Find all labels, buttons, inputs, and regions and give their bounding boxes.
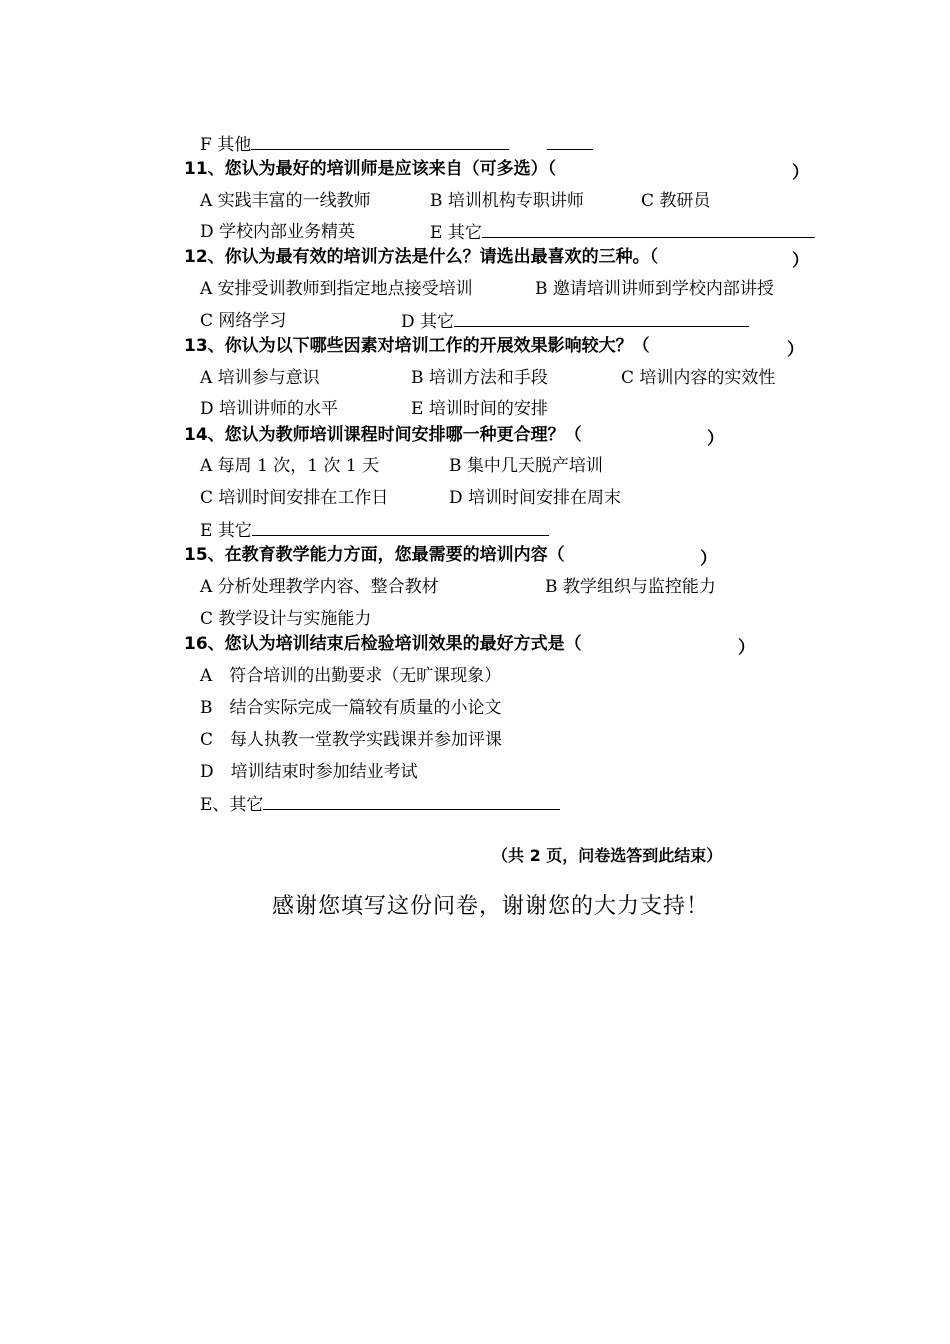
- option-label: E、其它: [200, 795, 264, 815]
- q13-option-d[interactable]: D 培训讲师的水平: [200, 399, 339, 419]
- q15-option-a[interactable]: A 分析处理教学内容、整合教材: [200, 577, 439, 597]
- blank-line[interactable]: [454, 310, 749, 327]
- blank-line[interactable]: [252, 519, 549, 536]
- q13-option-e[interactable]: E 培训时间的安排: [411, 399, 548, 419]
- q11-option-a[interactable]: A 实践丰富的一线教师: [200, 191, 371, 211]
- q14-option-e[interactable]: [200, 519, 549, 542]
- q12-option-c[interactable]: C 网络学习: [200, 311, 287, 331]
- q15-option-c[interactable]: C 教学设计与实施能力: [200, 609, 372, 629]
- q16-option-e[interactable]: [200, 793, 560, 816]
- q14-option-d[interactable]: D 培训时间安排在周末: [449, 488, 622, 508]
- option-label: F 其他: [200, 135, 252, 155]
- blank-line[interactable]: [251, 133, 509, 150]
- q10-option-f: [200, 133, 593, 156]
- question-15-close-paren: ）: [700, 549, 717, 569]
- option-label: D 其它: [401, 312, 455, 332]
- question-11-title: 11、您认为最好的培训师是应该来自（可多选）（: [184, 159, 557, 179]
- q11-option-e[interactable]: [430, 221, 815, 244]
- blank-line[interactable]: [547, 133, 593, 150]
- q15-option-b[interactable]: B 教学组织与监控能力: [545, 577, 716, 597]
- q14-option-c[interactable]: C 培训时间安排在工作日: [200, 488, 389, 508]
- survey-end-note: （共 2 页，问卷选答到此结束）: [492, 846, 723, 865]
- q16-option-a[interactable]: A 符合培训的出勤要求（无旷课现象）: [200, 666, 502, 686]
- q12-option-d[interactable]: [401, 310, 749, 333]
- q13-option-c[interactable]: C 培训内容的实效性: [621, 368, 776, 388]
- blank-line[interactable]: [263, 793, 560, 810]
- question-12-close-paren: ）: [792, 251, 809, 271]
- question-16-title: 16、您认为培训结束后检验培训效果的最好方式是（: [184, 634, 582, 654]
- question-16-close-paren: ）: [738, 638, 755, 658]
- question-13-close-paren: ）: [787, 340, 804, 360]
- q16-option-d[interactable]: D 培训结束时参加结业考试: [200, 762, 418, 782]
- q16-option-c[interactable]: C 每人执教一堂教学实践课并参加评课: [200, 730, 503, 750]
- q14-option-a[interactable]: A 每周 1 次，1 次 1 天: [200, 456, 380, 476]
- q14-option-b[interactable]: B 集中几天脱产培训: [449, 456, 603, 476]
- question-13-title: 13、你认为以下哪些因素对培训工作的开展效果影响较大？（: [184, 336, 650, 356]
- question-15-title: 15、在教育教学能力方面，您最需要的培训内容（: [184, 545, 565, 565]
- option-label: E 其它: [200, 521, 252, 541]
- thanks-message: 感谢您填写这份问卷，谢谢您的大力支持！: [272, 894, 710, 919]
- question-14-title: 14、您认为教师培训课程时间安排哪一种更合理？（: [184, 425, 582, 445]
- question-11-close-paren: ）: [792, 163, 809, 183]
- question-12-title: 12、你认为最有效的培训方法是什么？请选出最喜欢的三种。（: [184, 247, 659, 267]
- blank-line[interactable]: [482, 221, 815, 238]
- question-14-close-paren: ）: [707, 429, 724, 449]
- q12-option-a[interactable]: A 安排受训教师到指定地点接受培训: [200, 279, 473, 299]
- q11-option-d[interactable]: D 学校内部业务精英: [200, 222, 356, 242]
- q16-option-b[interactable]: B 结合实际完成一篇较有质量的小论文: [200, 698, 502, 718]
- q13-option-a[interactable]: A 培训参与意识: [200, 368, 320, 388]
- q12-option-b[interactable]: B 邀请培训讲师到学校内部讲授: [535, 279, 774, 299]
- option-label: E 其它: [430, 223, 482, 243]
- q13-option-b[interactable]: B 培训方法和手段: [411, 368, 548, 388]
- q11-option-b[interactable]: B 培训机构专职讲师: [430, 191, 584, 211]
- q11-option-c[interactable]: C 教研员: [641, 191, 711, 211]
